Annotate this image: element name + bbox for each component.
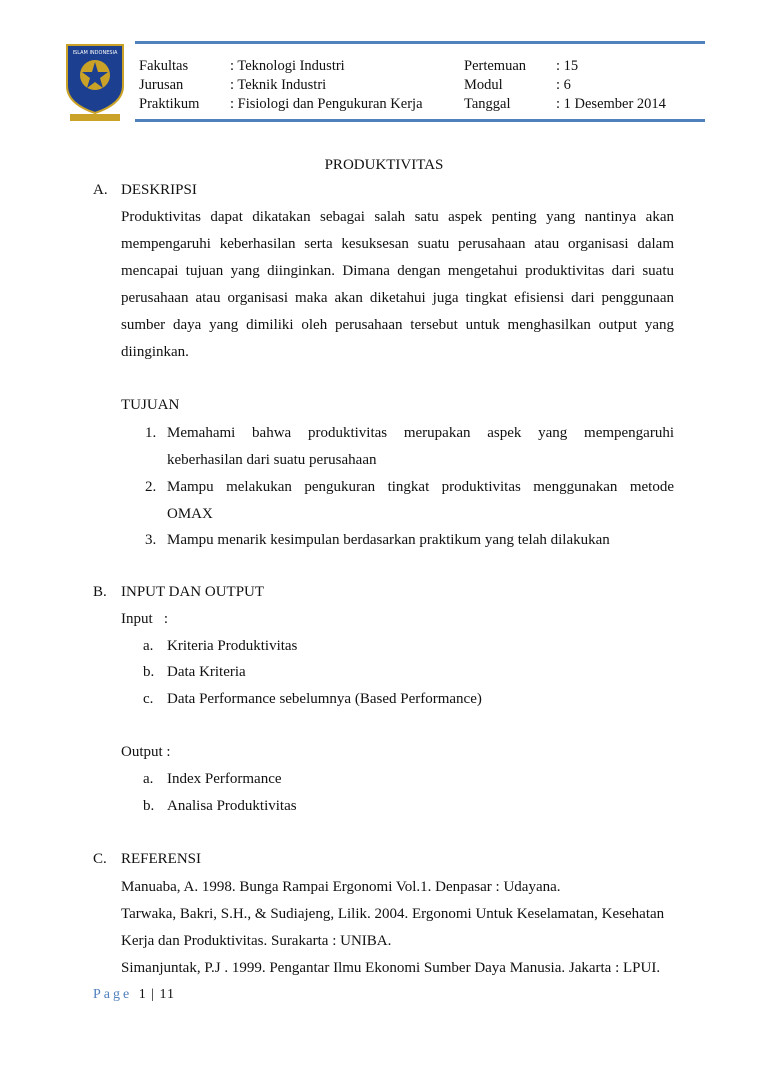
- header-value: : Fisiologi dan Pengukuran Kerja: [230, 96, 423, 112]
- description-line: Produktivitas dapat dikatakan sebagai salah satu aspek penting yang nantinya akan: [121, 209, 674, 225]
- page-number: 1 | 11: [138, 987, 176, 1002]
- description-line: mempengaruhi keberhasilan serta kesuksesan suatu perusahaan atau organisasi dalam: [121, 236, 674, 252]
- tujuan-item: [167, 474, 674, 528]
- header-value: : Teknologi Industri: [230, 58, 345, 74]
- tujuan-item-line: Mampu melakukan pengukuran tingkat produktivitas menggunakan metode: [167, 479, 674, 495]
- header-value-right: : 6: [556, 77, 571, 93]
- output-label: Output :: [121, 744, 171, 760]
- tujuan-heading: TUJUAN: [121, 397, 180, 413]
- tujuan-number: 3.: [145, 532, 157, 548]
- input-label: Input :: [121, 611, 169, 627]
- tujuan-item: [167, 420, 674, 474]
- header-bottom-rule: [135, 119, 705, 122]
- header-value: : Teknik Industri: [230, 77, 327, 93]
- input-item-letter: b.: [143, 664, 155, 680]
- tujuan-item-line: keberhasilan dari suatu perusahaan: [167, 452, 377, 468]
- input-item-letter: a.: [143, 638, 154, 654]
- description-line: diinginkan.: [121, 344, 189, 360]
- description-line: perusahaan atau organisasi maka akan diketahui juga tingkat efisiensi dari penggunaan: [121, 290, 674, 306]
- page-footer: [93, 987, 175, 1003]
- section-c-marker: C.: [93, 851, 107, 867]
- header-label-right: Pertemuan: [464, 58, 527, 74]
- tujuan-item-line: OMAX: [167, 506, 213, 522]
- header-label-right: Tanggal: [464, 96, 511, 112]
- description-line: mencapai tujuan yang diinginkan. Dimana dengan mengetahui produktivitas dari suatu: [121, 263, 674, 279]
- output-item: Analisa Produktivitas: [167, 798, 297, 814]
- output-item-letter: b.: [143, 798, 155, 814]
- header-label: Praktikum: [139, 96, 200, 112]
- input-item: Data Kriteria: [167, 664, 246, 680]
- university-logo-icon: [64, 42, 126, 124]
- page-title: PRODUKTIVITAS: [324, 157, 444, 173]
- header-label-right: Modul: [464, 77, 503, 93]
- input-item: Kriteria Produktivitas: [167, 638, 298, 654]
- header-label: Fakultas: [139, 58, 189, 74]
- tujuan-item-line: Memahami bahwa produktivitas merupakan aspek yang mempengaruhi: [167, 425, 674, 441]
- section-b-heading: INPUT DAN OUTPUT: [121, 584, 265, 600]
- output-item: Index Performance: [167, 771, 282, 787]
- reference-entry: Tarwaka, Bakri, S.H., & Sudiajeng, Lilik. 2004. Ergonomi Untuk Keselamatan, Kesehatan: [121, 906, 665, 922]
- header-top-rule: [135, 41, 705, 44]
- page-word: Page: [93, 987, 133, 1002]
- description-line: sumber daya yang dimiliki oleh perusahaan tersebut untuk menghasilkan output yang: [121, 317, 674, 333]
- logo-text: ISLAM INDONESIA: [72, 50, 118, 56]
- reference-entry: Manuaba, A. 1998. Bunga Rampai Ergonomi Vol.1. Denpasar : Udayana.: [121, 879, 561, 895]
- output-item-letter: a.: [143, 771, 154, 787]
- header-value-right: : 1 Desember 2014: [556, 96, 666, 112]
- tujuan-number: 1.: [145, 425, 157, 441]
- tujuan-number: 2.: [145, 479, 157, 495]
- tujuan-item-line: Mampu menarik kesimpulan berdasarkan praktikum yang telah dilakukan: [167, 532, 610, 548]
- section-c-heading: REFERENSI: [121, 851, 202, 867]
- reference-entry: Kerja dan Produktivitas. Surakarta : UNIBA.: [121, 933, 392, 949]
- input-item: Data Performance sebelumnya (Based Performance): [167, 691, 482, 707]
- section-b-marker: B.: [93, 584, 107, 600]
- description-paragraph: [121, 204, 674, 366]
- header-value-right: : 15: [556, 58, 579, 74]
- header-label: Jurusan: [139, 77, 184, 93]
- section-a-marker: A.: [93, 182, 108, 198]
- reference-entry: Simanjuntak, P.J . 1999. Pengantar Ilmu Ekonomi Sumber Daya Manusia. Jakarta : LPUI.: [121, 960, 661, 976]
- section-a-heading: DESKRIPSI: [121, 182, 197, 198]
- input-item-letter: c.: [143, 691, 154, 707]
